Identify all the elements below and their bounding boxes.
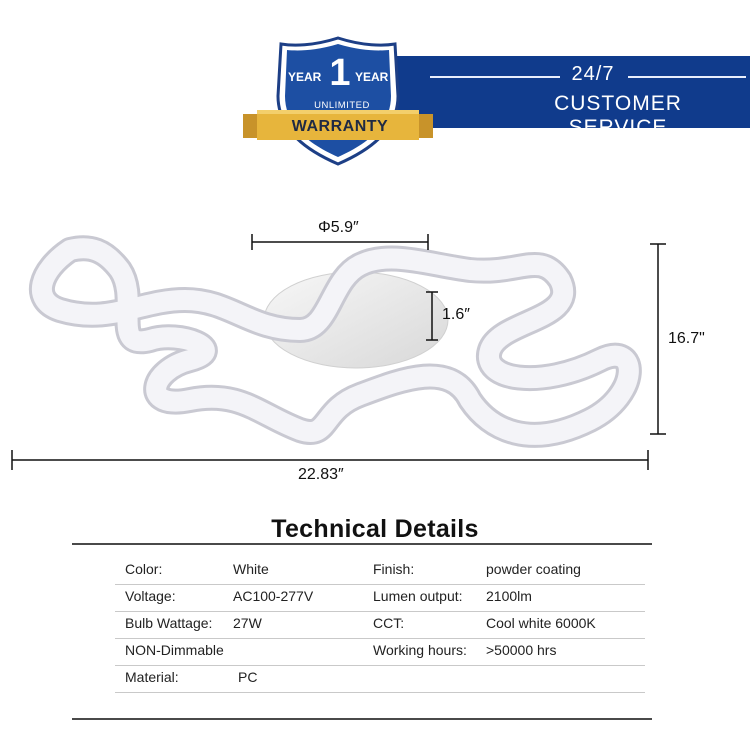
spec-label: Lumen output: bbox=[373, 588, 463, 604]
spec-value: powder coating bbox=[486, 561, 581, 577]
base-height-label: 1.6″ bbox=[442, 306, 470, 323]
spec-row bbox=[115, 640, 645, 666]
customer-service-text: CUSTOMER SERVICE bbox=[554, 92, 682, 139]
spec-label: Working hours: bbox=[373, 642, 467, 658]
spec-label: Finish: bbox=[373, 561, 415, 577]
spec-label: Material: bbox=[125, 669, 179, 685]
spec-value: Cool white 6000K bbox=[486, 615, 596, 631]
spec-value: White bbox=[233, 561, 269, 577]
badge-warranty: WARRANTY bbox=[291, 118, 389, 135]
diameter-label: Φ5.9″ bbox=[318, 219, 359, 236]
row-divider bbox=[115, 584, 645, 585]
row-divider bbox=[115, 665, 645, 666]
banner-divider-left bbox=[430, 76, 560, 78]
row-divider bbox=[115, 611, 645, 612]
table-top-rule bbox=[72, 543, 652, 545]
spec-label: Bulb Wattage: bbox=[125, 615, 213, 631]
spec-label: Color: bbox=[125, 561, 163, 577]
table-bottom-rule bbox=[72, 718, 652, 720]
badge-year-left: YEAR bbox=[288, 70, 322, 84]
spec-row bbox=[115, 559, 645, 585]
banner-divider-right bbox=[628, 76, 746, 78]
spec-label: NON-Dimmable bbox=[125, 642, 224, 658]
technical-details-title: Technical Details bbox=[271, 515, 479, 543]
spec-value: PC bbox=[238, 669, 258, 685]
depth-label: 16.7" bbox=[668, 330, 705, 347]
service-hours-text: 24/7 bbox=[571, 63, 615, 85]
width-label: 22.83″ bbox=[298, 466, 344, 483]
row-divider bbox=[115, 692, 645, 693]
ceiling-light-illustration bbox=[0, 210, 750, 500]
spec-label: CCT: bbox=[373, 615, 405, 631]
spec-row bbox=[115, 586, 645, 612]
badge-unlimited: UNLIMITED bbox=[314, 100, 370, 111]
spec-value: 2100lm bbox=[486, 588, 532, 604]
spec-value: 27W bbox=[233, 615, 262, 631]
row-divider bbox=[115, 638, 645, 639]
spec-value: AC100-277V bbox=[233, 588, 314, 604]
badge-year-right: YEAR bbox=[355, 70, 389, 84]
spec-value: >50000 hrs bbox=[486, 642, 557, 658]
badge-number: 1 bbox=[329, 52, 351, 94]
spec-row bbox=[115, 667, 645, 693]
spec-label: Voltage: bbox=[125, 588, 176, 604]
spec-row bbox=[115, 613, 645, 639]
